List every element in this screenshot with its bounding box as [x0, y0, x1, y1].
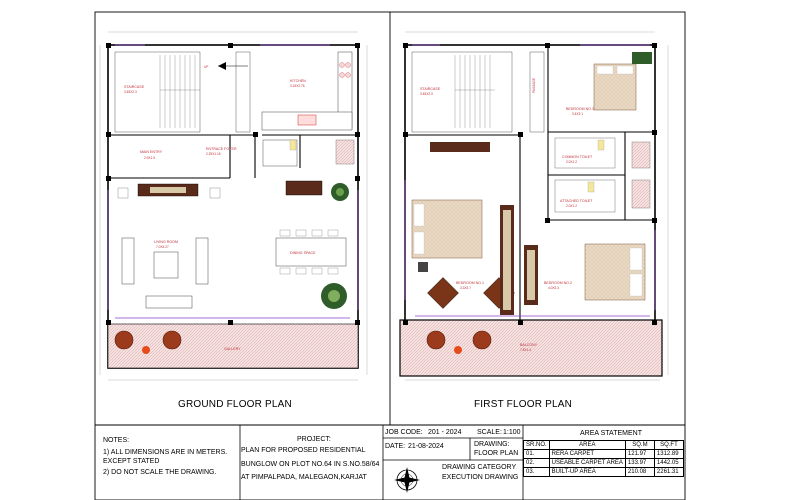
area-cell: 1442.05 [654, 459, 683, 468]
first-floor-plan-title: FIRST FLOOR PLAN [474, 399, 573, 410]
ground-kitchen-label: KITCHEN [290, 79, 306, 83]
area-table-header-row [524, 441, 684, 450]
area-cell: RERA CARPET [549, 450, 625, 459]
first-bedroom1-size: 3.3X3.7 [460, 286, 471, 290]
area-header-sqm: SQ.M [625, 441, 654, 450]
first-attached-toilet-label: ATTACHED TOILET [560, 199, 593, 203]
first-bedroom2-label: BEDROOM NO.2 [544, 281, 572, 285]
ground-staircase-label: STAIRCASE [124, 85, 145, 89]
area-cell: 133.97 [625, 459, 654, 468]
project-line-3: AT PIMPALPADA, MALEGAON,KARJAT [241, 474, 367, 481]
first-bedroom3-label: BEDROOM NO.3 [566, 107, 594, 111]
north-compass-icon [394, 467, 420, 493]
area-cell: 121.97 [625, 450, 654, 459]
project-line-2: BUNGLOW ON PLOT NO.64 IN S.NO.58/64 [241, 461, 380, 468]
first-staircase-size: 3.45X2.3 [420, 92, 433, 96]
ground-kitchen-size: 3.15X2.75 [290, 84, 305, 88]
first-balcony [400, 320, 662, 376]
first-bedroom2-size: 4.0X3.3 [548, 286, 559, 290]
first-bedroom3-size: 3.4X3.1 [572, 112, 583, 116]
table-row [524, 468, 684, 477]
first-staircase-label: STAIRCASE [420, 87, 441, 91]
drawing-label: DRAWING: [474, 441, 510, 448]
category-line-1: DRAWING CATEGORY [442, 464, 517, 471]
note-line-1: 1) ALL DIMENSIONS ARE IN METERS. [103, 449, 228, 456]
table-row [524, 459, 684, 468]
ground-gallery [108, 324, 358, 368]
project-line-1: PLAN FOR PROPOSED RESIDENTIAL [241, 447, 366, 454]
ground-foyer-label: ENTRACE FOYER [206, 147, 237, 151]
scale-value: 1:100 [503, 429, 521, 436]
ground-living-size: 7.0X4.27 [156, 245, 169, 249]
area-cell: 01. [524, 450, 550, 459]
area-cell: 1312.89 [654, 450, 683, 459]
ground-floor-plan [100, 32, 367, 380]
first-floor-plan [400, 32, 668, 380]
area-cell: 03. [524, 468, 550, 477]
area-cell: 02. [524, 459, 550, 468]
ground-staircase-size: 3.45X2.3 [124, 90, 137, 94]
first-balcony-label: BALCONY [520, 343, 538, 347]
area-statement-title: AREA STATEMENT [580, 430, 642, 437]
job-code-label: JOB CODE: [385, 429, 423, 436]
ground-floor-plan-title: GROUND FLOOR PLAN [178, 399, 292, 410]
category-line-2: EXECUTION DRAWING [442, 474, 519, 481]
first-bedroom1-label: BEDROOM NO.1 [456, 281, 484, 285]
first-common-toilet-label: COMMON TOILET [562, 155, 593, 159]
area-header-area: AREA [549, 441, 625, 450]
note-line-2: EXCEPT STATED [103, 458, 160, 465]
drawing-value: FLOOR PLAN [474, 450, 519, 457]
area-statement-table [523, 440, 684, 477]
project-heading: PROJECT: [297, 436, 331, 443]
date-value: 21-08-2024 [408, 443, 444, 450]
first-wardrobe [430, 142, 490, 152]
ground-foyer-size: 2.25X1.18 [206, 152, 221, 156]
ground-up-label: UP [204, 65, 209, 69]
first-passage-label: PASSAGE [532, 78, 536, 93]
ground-main-entry-label: MAIN ENTRY [140, 150, 163, 154]
ground-main-entry-size: 2.9X1.5 [144, 156, 155, 160]
job-code-value: 201 - 2024 [428, 429, 462, 436]
ground-dining-label: DINING SPACE [290, 251, 316, 255]
note-line-3: 2) DO NOT SCALE THE DRAWING. [103, 469, 217, 476]
date-label: DATE: [385, 443, 406, 450]
ground-gallery-label: GALLERY [224, 347, 241, 351]
area-cell: 2261.31 [654, 468, 683, 477]
table-row [524, 450, 684, 459]
area-cell: USEABLE CARPET AREA [549, 459, 625, 468]
area-cell: 210.08 [625, 468, 654, 477]
first-attached-toilet-size: 2.0X1.2 [566, 204, 577, 208]
ground-living-label: LIVING ROOM [154, 240, 178, 244]
notes-heading: NOTES: [103, 437, 130, 444]
first-common-toilet-size: 2.0X1.2 [566, 160, 577, 164]
area-cell: BUILT-UP AREA [549, 468, 625, 477]
area-header-srno: SR.NO. [524, 441, 550, 450]
area-header-sqft: SQ.FT [654, 441, 683, 450]
scale-label: SCALE: [477, 429, 502, 436]
first-balcony-size: 7.5X1.4 [520, 348, 531, 352]
